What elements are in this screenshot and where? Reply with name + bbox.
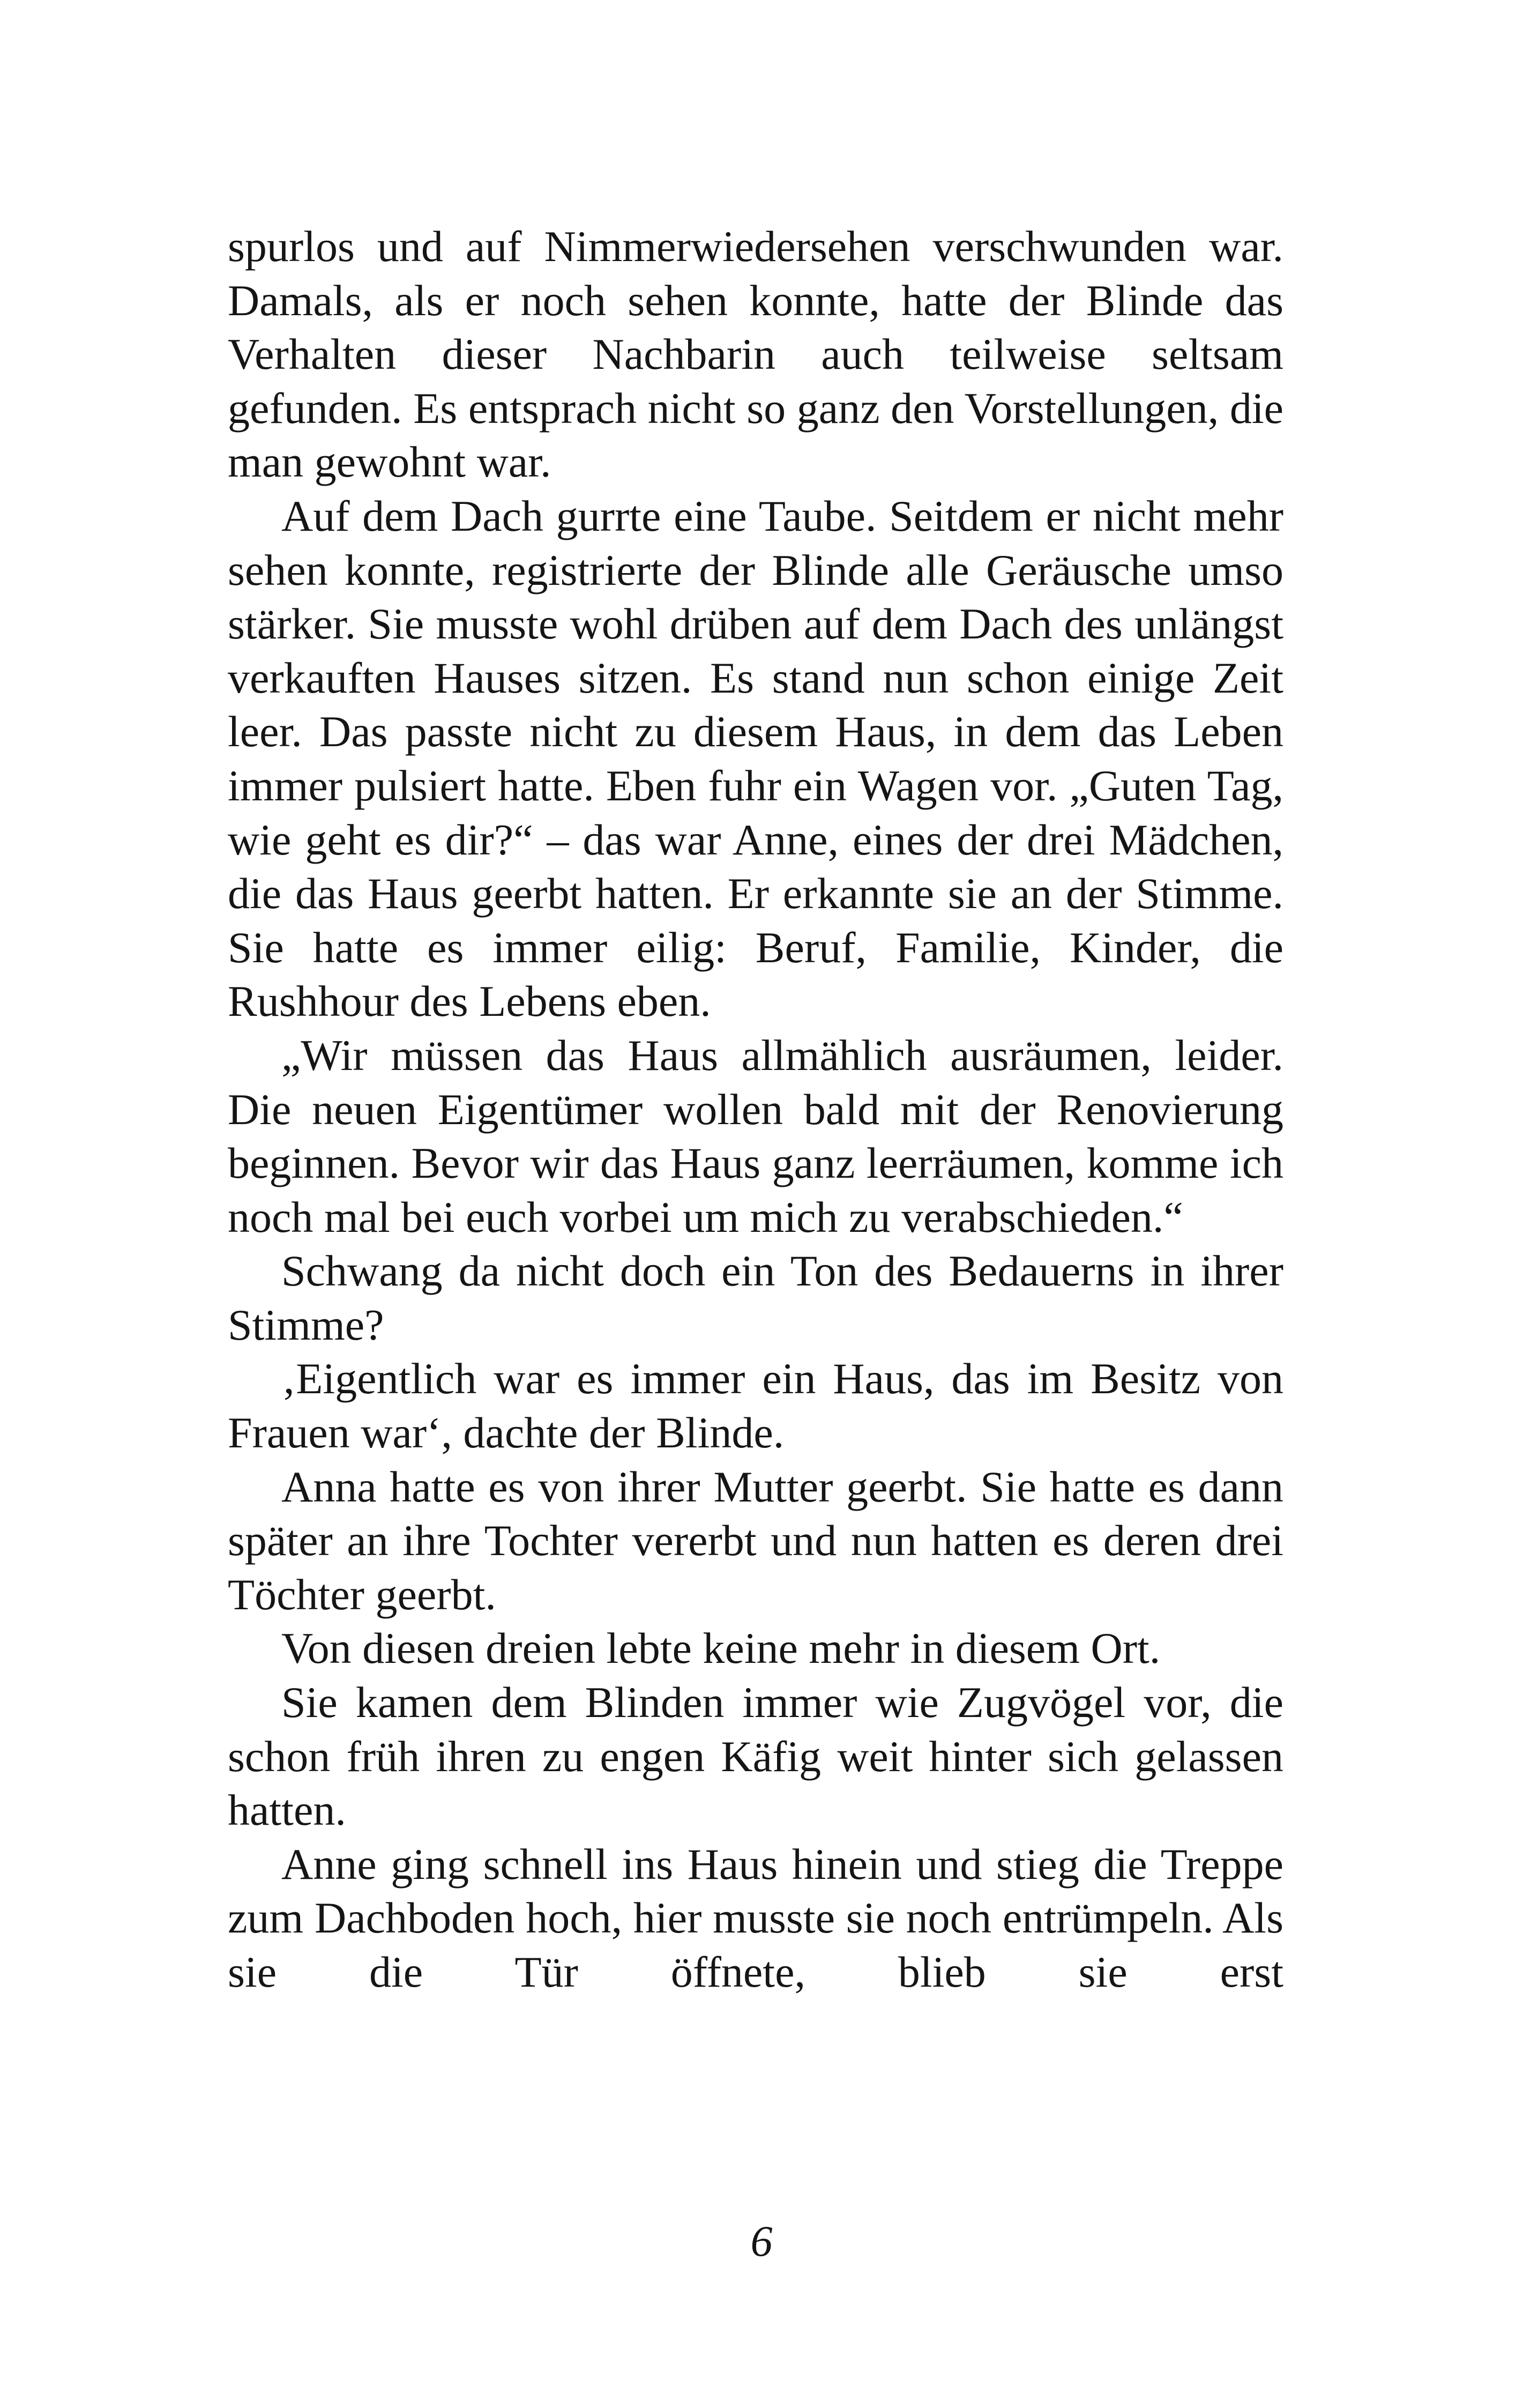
paragraph-6: Anna hatte es von ihrer Mutter geerbt. Sie hatte es dann später an ihre Tochter vererbt und nun hatten es deren drei Töchter geerbt. — [228, 1462, 1283, 1619]
paragraph-1: spurlos und auf Nimmerwiedersehen verschwunden war. Damals, als er noch sehen konnte, hatte der Blinde das Verhalten dieser Nachbarin auch teilweise seltsam gefunden. Es entsprach nicht so ganz den Vorstellungen, die man gewohnt war. — [228, 222, 1283, 487]
paragraph-9: Anne ging schnell ins Haus hinein und stieg die Treppe zum Dachboden hoch, hier musste sie noch entrümpeln. Als sie die Tür öffnete, blieb sie erst — [228, 1839, 1283, 1996]
paragraph-7: Von diesen dreien lebte keine mehr in diesem Ort. — [281, 1624, 1161, 1673]
paragraph-8: Sie kamen dem Blinden immer wie Zugvögel vor, die schon früh ihren zu engen Käfig weit hinter sich gelassen hatten. — [228, 1678, 1283, 1835]
paragraph-4: Schwang da nicht doch ein Ton des Bedauerns in ihrer Stimme? — [228, 1246, 1283, 1349]
paragraph-2: Auf dem Dach gurrte eine Taube. Seitdem er nicht mehr sehen konnte, registrierte der Blinde alle Geräusche umso stärker. Sie musste wohl drüben auf dem Dach des unlängst verkauften Hauses sitzen. Es stand nun schon einige Zeit leer. Das passte nicht zu diesem Haus, in dem das Leben immer pulsiert hatte. Eben fuhr ein Wagen vor. „Guten Tag, wie geht es dir?“ – das war Anne, eines der drei Mädchen, die das Haus geerbt hatten. Er erkannte sie an der Stimme. Sie hatte es immer eilig: Beruf, Familie, Kinder, die Rushhour des Lebens eben. — [228, 491, 1283, 1026]
body-text — [228, 220, 1283, 2000]
page-number: 6 — [750, 2217, 773, 2265]
paragraph-3: „Wir müssen das Haus allmählich ausräumen, leider. Die neuen Eigentümer wollen bald mit der Renovierung beginnen. Bevor wir das Haus ganz leerräumen, komme ich noch mal bei euch vorbei um mich zu verabschieden.“ — [228, 1030, 1283, 1242]
paragraph-5: ‚Eigentlich war es immer ein Haus, das im Besitz von Frauen war‘, dachte der Blinde. — [228, 1354, 1283, 1458]
